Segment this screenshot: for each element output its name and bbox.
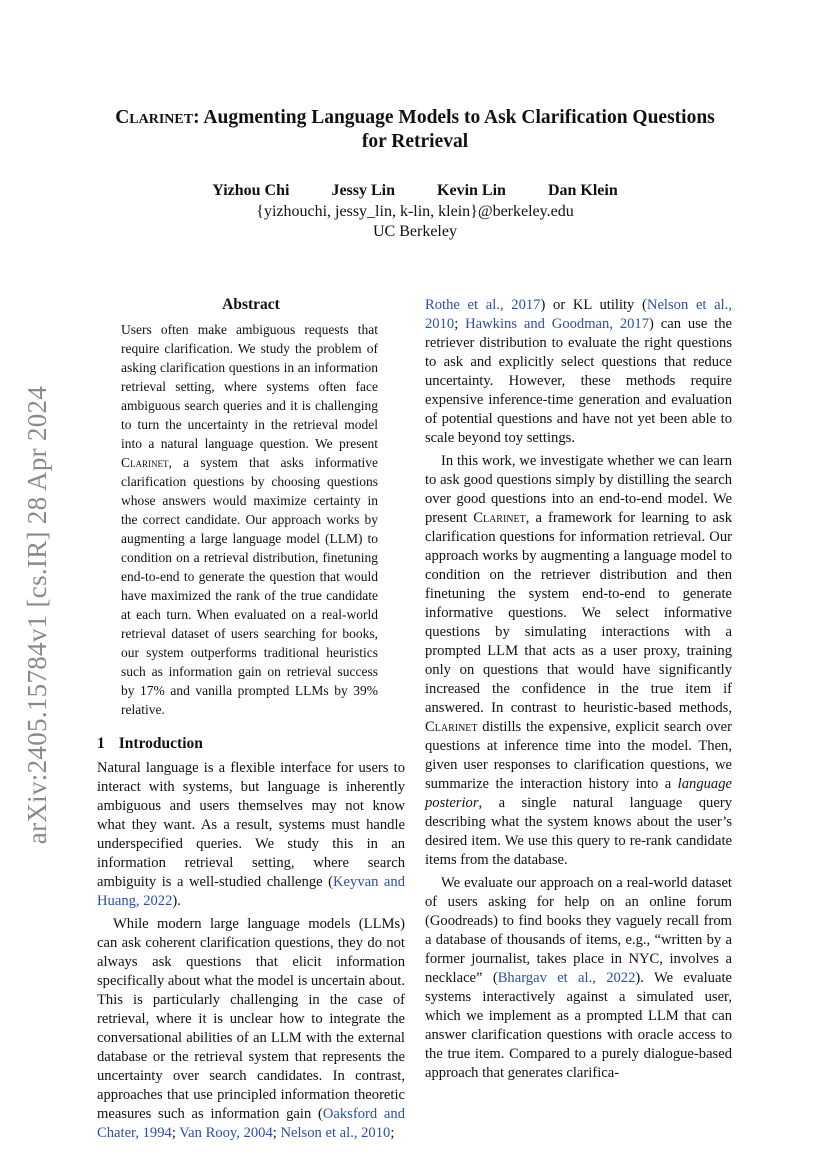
- title-text: : Augmenting Language Models to Ask Clarification Questions: [193, 107, 715, 128]
- system-name: Clarinet: [425, 719, 478, 735]
- section-number: 1: [97, 735, 105, 752]
- section-heading: [97, 735, 405, 753]
- intro-paragraph: While modern large language models (LLMs) can ask coherent clarification questions, they do not always ask questions that elicit information specifically about what the model is uncertain about. This is particularly challenging in the case of retrieval, where it is unclear how to integrate the conversational abilities of an LLM with the external database or the retrieval system that represents the uncertainty over search candidates. In contrast, approaches that use principled information theoretic measures such as information gain (Oaksford and Chater, 1994; Van Rooy, 2004; Nelson et al., 2010;: [97, 916, 405, 1141]
- author: Kevin Lin: [437, 182, 506, 199]
- intro-paragraph: We evaluate our approach on a real-world dataset of users asking for help on an online forum (Goodreads) to find books they vaguely recall from a database of thousands of items, e.g., “written by a former journalist, takes place in NYC, involves a necklace” (Bhargav et al., 2022). We evaluate systems interactively against a simulated user, which we implement as a prompted LLM that can answer clarification questions with oracle access to the true item. Compared to a purely dialogue-based approach that generates clarifica-: [425, 875, 732, 1081]
- right-column: [425, 296, 732, 1083]
- system-name: Clarinet: [121, 455, 169, 470]
- citation-link[interactable]: Van Rooy, 2004: [179, 1125, 273, 1141]
- author: Jessy Lin: [331, 182, 396, 199]
- section-title: Introduction: [118, 735, 203, 752]
- emphasis-term: language posterior: [425, 776, 732, 811]
- intro-paragraph: In this work, we investigate whether we can learn to ask good questions simply by distilling the search over good questions into an end-to-end model. We present Clarinet, a framework for learning to ask clarification questions for information retrieval. Our approach works by augmenting a language model to condition on the retriever distribution and then finetuning the system end-to-end to generate informative questions. We select informative questions by simulating interactions with a prompted LLM that acts as a user proxy, training only on questions that would have significantly increased the confidence in the true item if answered. In contrast to heuristic-based methods, Clarinet distills the expensive, explicit search over questions at inference time into the model. Then, given user responses to clarification questions, we summarize the interaction history into a language posterior, a single natural language query describing what the system knows about the user’s desired item. We use this query to re-rank candidate items from the database.: [425, 453, 733, 868]
- left-column: [97, 296, 405, 1143]
- author: Dan Klein: [547, 182, 618, 199]
- abstract-heading: Abstract: [222, 296, 280, 313]
- title-line-2: for Retrieval: [361, 131, 469, 152]
- abstract-text: Users often make ambiguous requests that require clarification. We study the problem of asking clarification questions in an information retrieval setting, where systems often face ambiguous search queries and it is challenging to turn the uncertainty in the retrieval model into a natural language question. We present Clarinet, a system that asks informative clarification questions by choosing questions whose answers would maximize certainty in the correct candidate. Our approach works by augmenting a large language model (LLM) to condition on a retrieval distribution, finetuning end-to-end to generate the question that would have maximized the rank of the true candidate at each turn. When evaluated on a real-world retrieval dataset of users searching for books, our system outperforms traditional heuristics such as information gain on retrieval success by 17% and vanilla prompted LLMs by 39% relative.: [121, 322, 378, 717]
- author: Yizhou Chi: [212, 182, 290, 199]
- author-emails: {yizhouchi, jessy_lin, k-lin, klein}@berkeley.edu: [256, 203, 574, 220]
- paper-title: [95, 106, 735, 154]
- author-list: [95, 182, 735, 200]
- citation-link[interactable]: Keyvan and Huang, 2022: [97, 874, 405, 909]
- arxiv-identifier: arXiv:2405.15784v1 [cs.IR] 28 Apr 2024: [22, 385, 52, 845]
- citation-link[interactable]: Nelson et al., 2010: [425, 297, 732, 332]
- intro-paragraph: Rothe et al., 2017) or KL utility (Nelson et al., 2010; Hawkins and Goodman, 2017) can use the retriever distribution to evaluate the right questions to ask and explicitly select questions that reduce uncertainty. However, these methods require expensive inference-time generation and evaluation of potential questions and have not yet been able to scale beyond toy settings.: [425, 297, 733, 446]
- system-name: Clarinet: [473, 510, 526, 526]
- citation-link[interactable]: Rothe et al., 2017: [425, 297, 541, 313]
- intro-paragraph: Natural language is a flexible interface for users to interact with systems, but language is inherently ambiguous and users themselves may not know what they want. As a result, systems must handle underspecified queries. We study this in an information retrieval setting, where search ambiguity is a well-studied challenge (Keyvan and Huang, 2022).: [97, 760, 405, 909]
- citation-link[interactable]: Oaksford and Chater, 1994: [97, 1106, 405, 1141]
- citation-link[interactable]: Hawkins and Goodman, 2017: [465, 316, 650, 332]
- citation-link[interactable]: Bhargav et al., 2022: [497, 970, 636, 986]
- affiliation: UC Berkeley: [373, 223, 457, 240]
- citation-link[interactable]: Nelson et al., 2010: [280, 1125, 391, 1141]
- system-name: Clarinet: [115, 107, 194, 128]
